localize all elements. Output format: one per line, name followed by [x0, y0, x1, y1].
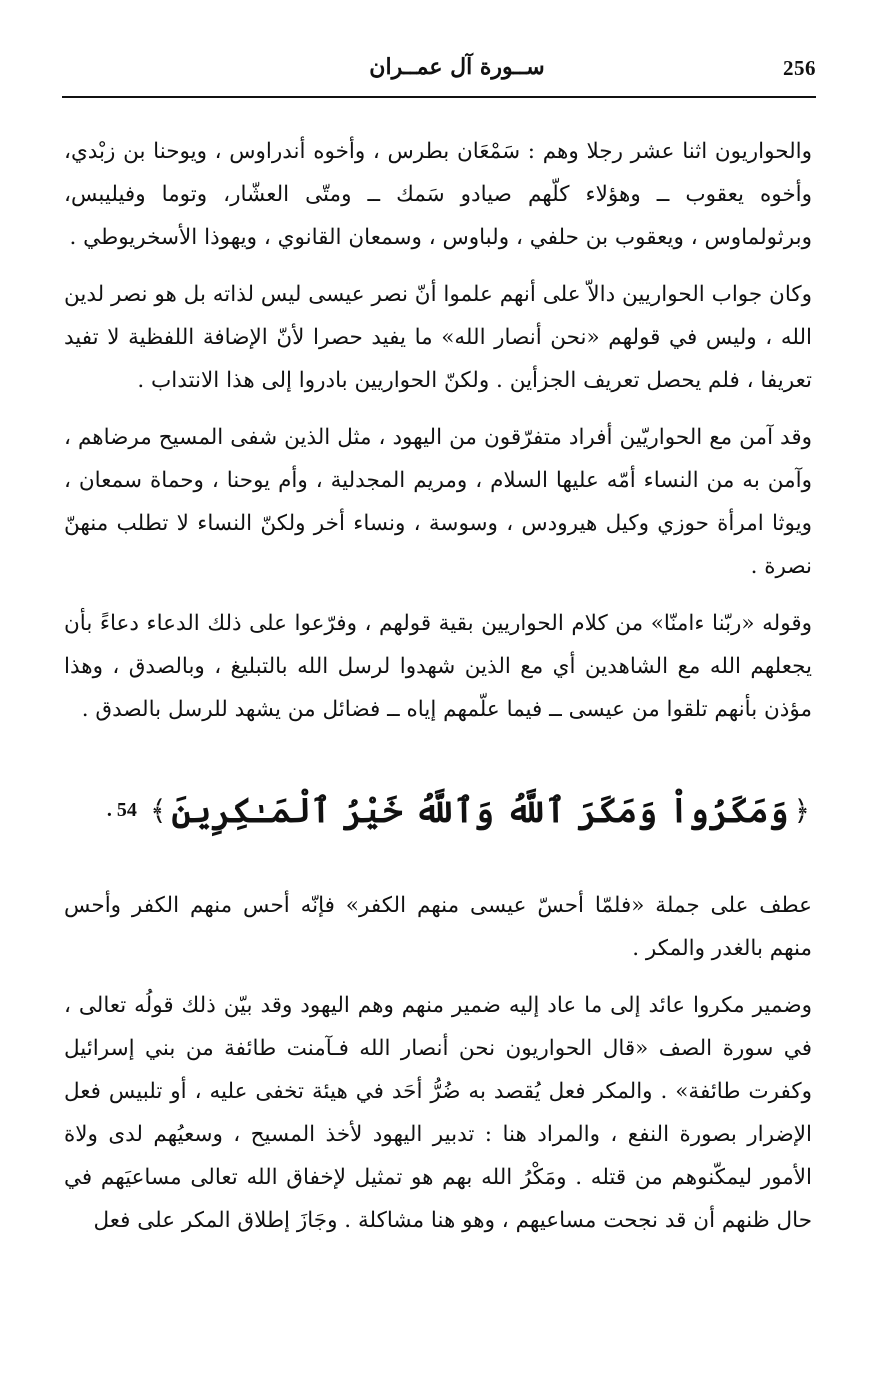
paragraph-apostles-answer [64, 273, 812, 402]
body-text-after-verse [64, 884, 812, 1242]
running-title: ســورة آل عمــران [369, 54, 545, 80]
text-line: منهم بالغدر والمكر . [632, 936, 812, 961]
page-header [62, 56, 816, 96]
verse-close-bracket: ﴾ [150, 794, 167, 827]
text-line: بأن يجعلهم الله مع الشاهدين أي مع الذين شهدوا لرسل الله بالتبليغ ، وبالصدق ، وهذا [64, 611, 812, 679]
text-line: تعالى ، في سورة الصف «قال الحواريون نحن أنصار الله فـآمنت طائفة من بني إسرائيل [64, 993, 812, 1061]
paragraph-our-lord-we-believed [64, 602, 812, 731]
paragraph-believers [64, 416, 812, 588]
verse-open-bracket: ﴿ [793, 794, 810, 827]
text-line: لا تطلب منهنّ نصرة . [64, 511, 812, 579]
text-line: والحواريون اثنا عشر رجلا وهم : سَمْعَان بطرس ، وأخوه أندراوس ، ويوحنا [153, 139, 813, 164]
text-line: مؤذن بأنهم تلقوا من عيسى ــ فيما علّمهم إياه ــ فضائل من يشهد للرسل بالصدق . [81, 697, 812, 722]
text-line: الأمور ليمكّنوهم من قتله . ومَكْرُ الله بهم هو تمثيل لإخفاق الله تعالى مساعيَهم في [64, 1165, 812, 1190]
text-line: بن زبْدي، وأخوه يعقوب ــ وهؤلاء كلّهم صيادو سَمك ــ ومتّى العشّار، وتوما وفيليبس، [64, 139, 812, 207]
text-line: وبرثولماوس ، ويعقوب بن حلفي ، ولباوس ، وسمعان القانوي ، ويهوذا الأسخريوطي . [69, 225, 812, 250]
quran-verse [106, 790, 810, 860]
paragraph-conjunction [64, 884, 812, 970]
text-line: وقد آمن مع الحواريّين أفراد متفرّقون من اليهود ، مثل الذين شفى المسيح [158, 425, 812, 450]
text-line: وكان جواب الحواريين دالاّ على أنهم علموا أنّ نصر عيسى ليس لذاته بل هو [154, 282, 813, 307]
text-line: مرضاهم ، وآمن به من النساء أمّه عليها السلام ، ومريم المجدلية ، وأم يوحنا ، وحماة [64, 425, 812, 493]
page-number: 256 [783, 56, 816, 80]
text-line: لا تفيد تعريفا ، فلم يحصل تعريف الجزأين . ولكنّ الحواريين بادروا إلى هذا الانتداب . [64, 325, 812, 393]
text-line: وقوله «ربّنا ءامنّا» من كلام الحواريين بقية قولهم ، وفرّعوا على ذلك الدعاء دعاءً [99, 611, 812, 636]
text-line: وكفرت طائفة» . والمكر فعل يُقصد به ضُرُّ أحَد في هيئة تخفى عليه ، أو تلبيس فعل [64, 1079, 812, 1104]
text-line: وضمير مكروا عائد إلى ما عاد إليه ضمير منهم وهم اليهود وقد بيّن ذلك قولُه [134, 993, 812, 1018]
text-line: عطف على جملة «فلمّا أحسّ عيسى منهم الكفر» فإنّه أحس منهم الكفر وأحس [64, 893, 812, 918]
text-line: حال ظنهم أن قد نجحت مساعيهم ، وهو هنا مشاكلة . وجَازَ إطلاق المكر على فعل [93, 1208, 812, 1233]
text-line: سمعان ، ويوثا امرأة حوزي وكيل هيرودس ، وسوسة ، ونساء أخر ولكنّ النساء [64, 468, 813, 536]
paragraph-apostles-names [64, 130, 812, 259]
paragraph-plotting-explanation [64, 984, 812, 1242]
text-line: نصر لدين الله ، وليس في قولهم «نحن أنصار الله» ما يفيد حصرا لأنّ الإضافة اللفظية [64, 282, 812, 350]
header-rule [62, 96, 816, 98]
text-line: الإضرار بصورة النفع ، والمراد هنا : تدبير اليهود لأخذ المسيح ، وسعيُهم لدى ولاة [64, 1122, 812, 1147]
verse-number: . 54 [106, 799, 137, 821]
body-text-before-verse [64, 130, 812, 731]
verse-text: وَمَكَرُواْ وَمَكَرَ ٱللَّهُ وَٱللَّهُ خَيْرُ ٱلْمَـٰكِرِينَ [171, 791, 789, 831]
